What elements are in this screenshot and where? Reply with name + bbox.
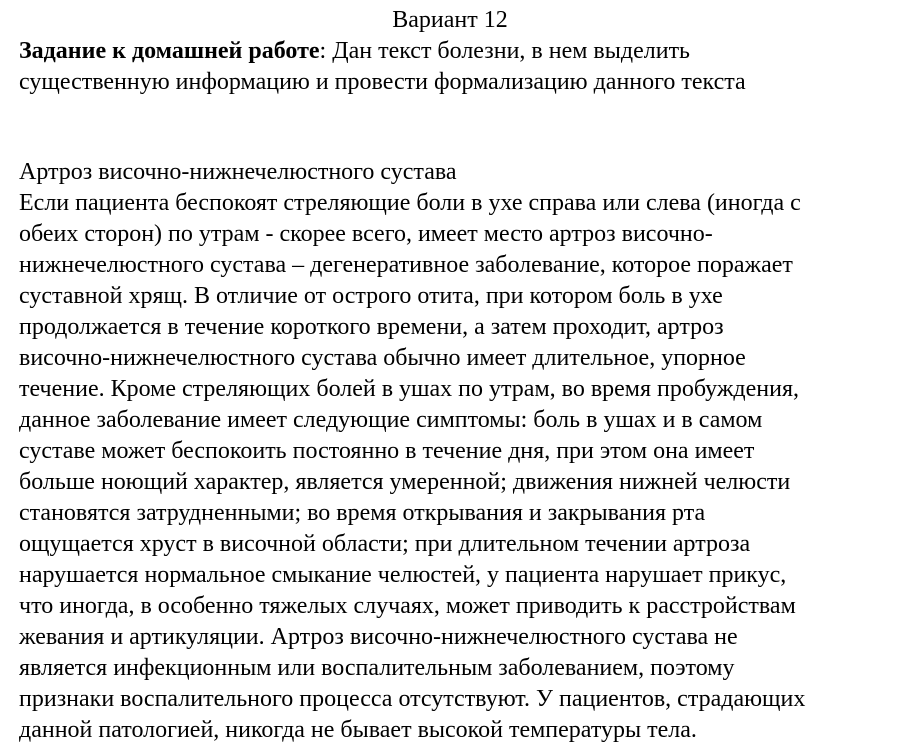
article-line: Если пациента беспокоят стреляющие боли в ухе справа или слева (иногда с	[19, 190, 801, 216]
article-line: данное заболевание имеет следующие симптомы: боль в ушах и в самом	[19, 407, 763, 433]
article-line: данной патологией, никогда не бывает высокой температуры тела.	[19, 717, 697, 743]
article-line: нижнечелюстного сустава – дегенеративное заболевание, которое поражает	[19, 252, 793, 278]
article-title: Артроз височно-нижнечелюстного сустава	[19, 159, 457, 185]
article-line: что иногда, в особенно тяжелых случаях, может приводить к расстройствам	[19, 593, 796, 619]
article-line: ощущается хруст в височной области; при длительном течении артроза	[19, 531, 751, 557]
article-line: обеих сторон) по утрам - скорее всего, имеет место артроз височно-	[19, 221, 713, 247]
article-line: суставе может беспокоить постоянно в течение дня, при этом она имеет	[19, 438, 755, 464]
variant-title: Вариант 12	[392, 7, 508, 33]
assignment-line-1	[19, 36, 690, 67]
article-line: больше ноющий характер, является умеренной; движения нижней челюсти	[19, 469, 791, 495]
article-line: течение. Кроме стреляющих болей в ушах по утрам, во время пробуждения,	[19, 376, 800, 402]
article-line: продолжается в течение короткого времени, а затем проходит, артроз	[19, 314, 724, 340]
article-line: суставной хрящ. В отличие от острого отита, при котором боль в ухе	[19, 283, 723, 309]
article-line: нарушается нормальное смыкание челюстей, у пациента нарушает прикус,	[19, 562, 787, 588]
article-line: признаки воспалительного процесса отсутствуют. У пациентов, страдающих	[19, 686, 806, 712]
assignment-label: Задание к домашней работе	[19, 38, 320, 64]
article-line: становятся затрудненными; во время открывания и закрывания рта	[19, 500, 706, 526]
assignment-line-2: существенную информацию и провести формализацию данного текста	[19, 69, 746, 95]
article-line: является инфекционным или воспалительным заболеванием, поэтому	[19, 655, 735, 681]
article-line: жевания и артикуляции. Артроз височно-нижнечелюстного сустава не	[19, 624, 738, 650]
assignment-text-1: : Дан текст болезни, в нем выделить	[319, 38, 690, 64]
article-line: височно-нижнечелюстного сустава обычно имеет длительное, упорное	[19, 345, 746, 371]
